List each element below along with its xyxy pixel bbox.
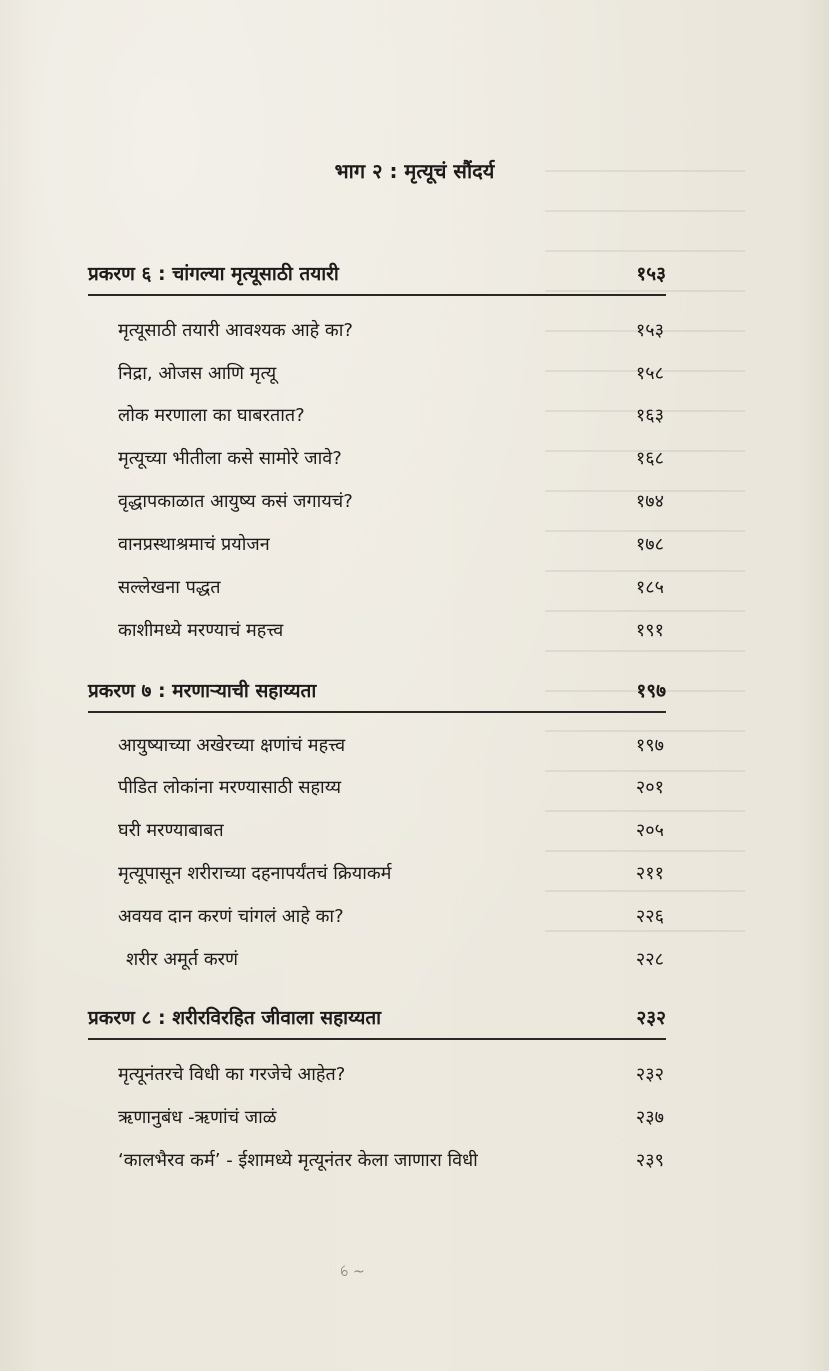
entry-page-number: २३९	[635, 1150, 664, 1171]
chapter-page-number: १५३	[636, 263, 666, 285]
entry-title: सल्लेखना पद्धत	[118, 577, 221, 598]
entry-title: काशीमध्ये मरण्याचं महत्त्व	[118, 620, 284, 641]
entry-page-number: २२६	[635, 906, 664, 927]
chapter-page-number: १९७	[636, 680, 666, 702]
show-through-texture	[545, 170, 745, 970]
entry-page-number: १७४	[635, 491, 664, 512]
entry-page-number: १६३	[635, 405, 664, 426]
entry-title: आयुष्याच्या अखेरच्या क्षणांचं महत्त्व	[118, 735, 346, 756]
entry-page-number: २०१	[635, 777, 664, 798]
entry-page-number: १६८	[635, 448, 664, 469]
entry-page-number: १५३	[635, 320, 664, 341]
chapter-page-number: २३२	[636, 1007, 666, 1029]
chapter-divider	[88, 1038, 666, 1040]
entry-title: मृत्यूच्या भीतीला कसे सामोरे जावे?	[118, 448, 342, 469]
entry-title: अवयव दान करणं चांगलं आहे का?	[118, 906, 344, 927]
chapter-title: प्रकरण ७ : मरणाऱ्याची सहाय्यता	[88, 680, 317, 702]
entry-page-number: २३७	[635, 1107, 664, 1128]
entry-page-number: १८५	[635, 577, 664, 598]
entry-title: ऋणानुबंध -ऋणांचं जाळं	[118, 1107, 277, 1128]
entry-page-number: २२८	[635, 949, 664, 970]
entry-page-number: २३२	[635, 1064, 664, 1085]
chapter-divider	[88, 711, 666, 713]
entry-page-number: १९७	[635, 735, 664, 756]
entry-title: निद्रा, ओजस आणि मृत्यू	[118, 363, 277, 384]
chapter-title: प्रकरण ६ : चांगल्या मृत्यूसाठी तयारी	[88, 263, 339, 285]
part-title: भाग २ : मृत्यूचं सौंदर्य	[334, 159, 495, 183]
chapter-title: प्रकरण ८ : शरीरविरहित जीवाला सहाय्यता	[88, 1007, 382, 1029]
entry-title: मृत्यूनंतरचे विधी का गरजेचे आहेत?	[118, 1064, 346, 1085]
entry-page-number: १९१	[635, 620, 664, 641]
entry-page-number: २०५	[635, 820, 664, 841]
entry-page-number: २११	[635, 863, 664, 884]
ornament-mark: ꕃ ~	[340, 1264, 365, 1280]
entry-title: घरी मरण्याबाबत	[118, 820, 224, 841]
chapter-divider	[88, 294, 666, 296]
entry-page-number: १७८	[635, 534, 664, 555]
entry-title: वानप्रस्थाश्रमाचं प्रयोजन	[118, 534, 270, 555]
entry-title: लोक मरणाला का घाबरतात?	[118, 405, 305, 426]
entry-title: ‘कालभैरव कर्म’ - ईशामध्ये मृत्यूनंतर केला जाणारा विधी	[118, 1150, 478, 1171]
entry-title: वृद्धापकाळात आयुष्य कसं जगायचं?	[118, 491, 353, 512]
entry-page-number: १५८	[635, 363, 664, 384]
entry-title: शरीर अमूर्त करणं	[126, 949, 239, 970]
entry-title: मृत्यूपासून शरीराच्या दहनापर्यंतचं क्रियाकर्म	[118, 863, 392, 884]
entry-title: पीडित लोकांना मरण्यासाठी सहाय्य	[118, 777, 342, 798]
entry-title: मृत्यूसाठी तयारी आवश्यक आहे का?	[118, 320, 353, 341]
